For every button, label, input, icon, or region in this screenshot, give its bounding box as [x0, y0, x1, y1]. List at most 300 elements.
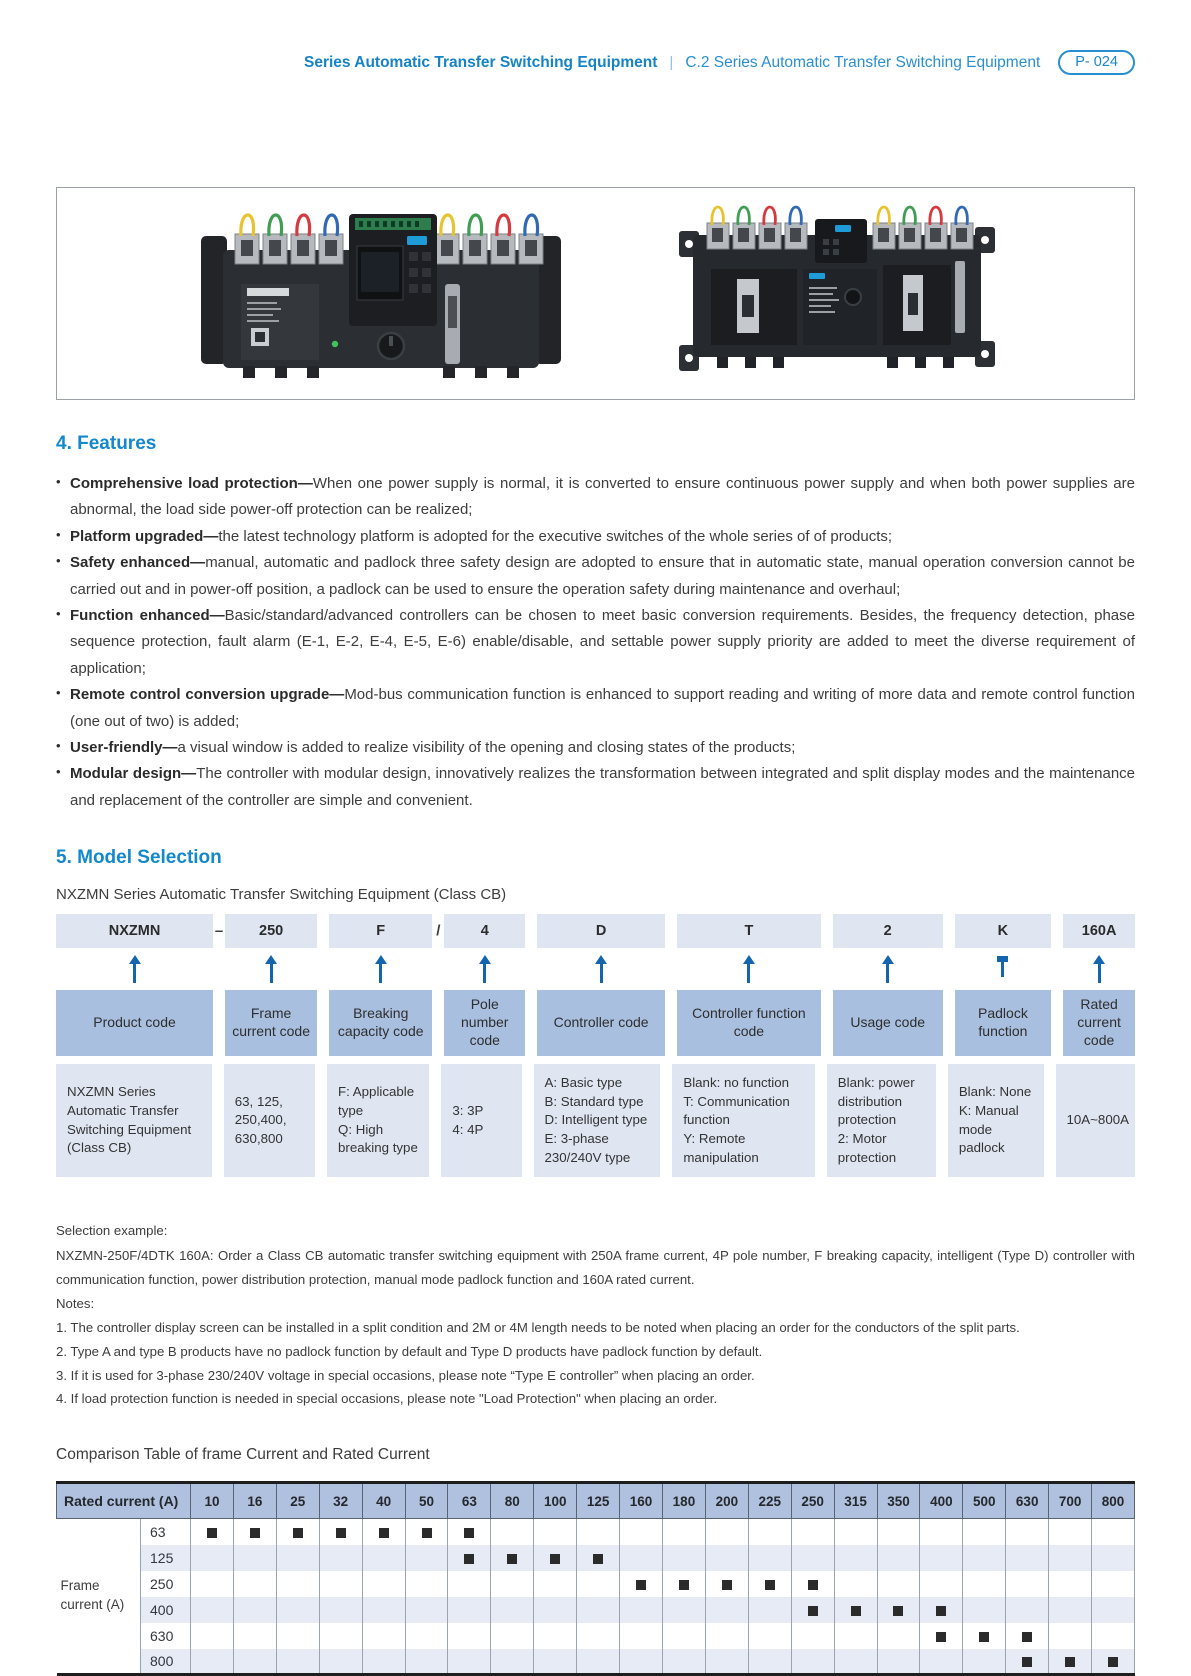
matrix-cell	[448, 1649, 491, 1675]
desc-line: E: 3-phase 230/240V type	[544, 1130, 631, 1165]
feature-text: manual, automatic and padlock three safety design are adopted to ensure that in automatic state, manual operation conversion cannot be carried out and in power-off position, a padlock can be used to ensure the operation safety during maintenance and overhaul;	[70, 554, 1135, 598]
matrix-cell	[620, 1545, 663, 1571]
matrix-cell	[362, 1571, 405, 1597]
label-box: Controller code	[537, 990, 665, 1056]
example-text: NXZMN-250F/4DTK 160A: Order a Class CB automatic transfer switching equipment with 250A frame current, 4P pole number, F breaking capacity, intelligent (Type D) controller with communication function, power distribution protection, manual mode padlock function and 160A rated current.	[56, 1247, 1135, 1287]
label-box: Rated current code	[1063, 990, 1135, 1056]
matrix-cell	[705, 1623, 748, 1649]
arrow-cell	[1063, 948, 1135, 990]
arrow-cell	[56, 948, 213, 990]
matrix-cell	[448, 1519, 491, 1545]
matrix-cell	[963, 1623, 1006, 1649]
desc-line: 250,400,	[234, 1112, 287, 1128]
column-header-cell: 350	[877, 1483, 920, 1519]
matrix-cell	[1049, 1545, 1092, 1571]
features-list	[56, 471, 1135, 814]
arrow-up-icon	[594, 953, 608, 985]
matrix-cell	[405, 1519, 448, 1545]
matrix-cell	[1006, 1571, 1049, 1597]
page-header	[56, 0, 1135, 75]
table-row	[57, 1649, 1135, 1675]
check-mark	[293, 1528, 303, 1538]
feature-lead: Safety enhanced—	[70, 554, 206, 572]
frame-group-label: Frame current (A)	[57, 1519, 141, 1675]
model-subtitle: NXZMN Series Automatic Transfer Switching Equipment (Class CB)	[56, 886, 507, 904]
check-mark	[722, 1580, 732, 1590]
matrix-cell	[963, 1519, 1006, 1545]
check-mark	[1108, 1657, 1118, 1667]
matrix-cell	[1049, 1519, 1092, 1545]
matrix-cell	[191, 1597, 234, 1623]
check-mark	[464, 1528, 474, 1538]
matrix-cell	[405, 1571, 448, 1597]
matrix-cell	[319, 1623, 362, 1649]
frame-value-cell: 63	[141, 1519, 191, 1545]
column-header-cell: 50	[405, 1483, 448, 1519]
desc-line: D: Intelligent type	[544, 1112, 648, 1128]
matrix-cell	[191, 1623, 234, 1649]
matrix-cell	[834, 1571, 877, 1597]
table-row	[57, 1623, 1135, 1649]
frame-value-cell: 250	[141, 1571, 191, 1597]
arrow-cell	[329, 948, 432, 990]
feature-item	[56, 471, 1135, 524]
matrix-cell	[877, 1571, 920, 1597]
code-box: K	[955, 914, 1052, 948]
column-header-cell: 32	[319, 1483, 362, 1519]
note-item: 4. If load protection function is needed in special occasions, please note "Load Protection" when placing an order.	[56, 1391, 718, 1407]
matrix-cell	[748, 1623, 791, 1649]
matrix-cell	[491, 1623, 534, 1649]
page-number-badge: P- 024	[1058, 50, 1135, 75]
column-header-cell: 40	[362, 1483, 405, 1519]
matrix-cell	[748, 1649, 791, 1675]
label-box: Product code	[56, 990, 213, 1056]
column-header-cell: 200	[705, 1483, 748, 1519]
matrix-cell	[276, 1649, 319, 1675]
arrow-cell	[955, 948, 1052, 990]
column-header-cell: 630	[1006, 1483, 1049, 1519]
desc-line: 10A~800A	[1066, 1112, 1129, 1128]
desc-box	[672, 1064, 814, 1177]
desc-line: F: Applicable type	[338, 1084, 415, 1118]
frame-value-cell: 800	[141, 1649, 191, 1675]
check-mark	[593, 1554, 603, 1564]
feature-text: Mod-bus communication function is enhanced to support reading and writing of more data and remote control function (one out of two) is added;	[70, 686, 1135, 730]
check-mark	[679, 1580, 689, 1590]
matrix-cell	[362, 1597, 405, 1623]
matrix-cell	[791, 1571, 834, 1597]
desc-box	[327, 1064, 429, 1177]
matrix-cell	[1092, 1597, 1135, 1623]
feature-lead: Modular design—	[70, 765, 197, 783]
desc-box	[56, 1064, 212, 1177]
feature-item	[56, 735, 1135, 761]
matrix-cell	[920, 1519, 963, 1545]
column-header-cell: 250	[791, 1483, 834, 1519]
matrix-cell	[577, 1649, 620, 1675]
check-mark	[464, 1554, 474, 1564]
model-code-row	[56, 914, 1135, 948]
matrix-cell	[877, 1519, 920, 1545]
feature-item	[56, 524, 1135, 550]
matrix-cell	[362, 1519, 405, 1545]
matrix-cell	[834, 1597, 877, 1623]
desc-box	[534, 1064, 661, 1177]
arrow-up-icon	[742, 953, 756, 985]
product-photo-left	[195, 196, 567, 392]
matrix-cell	[319, 1571, 362, 1597]
note-item: 1. The controller display screen can be installed in a split condition and 2M or 4M length needs to be noted when placing an order for the conductors of the split parts.	[56, 1320, 1020, 1336]
desc-line: A: Basic type	[544, 1075, 623, 1091]
check-mark	[336, 1528, 346, 1538]
desc-line: T: Communication function	[683, 1093, 790, 1128]
note-item: 3. If it is used for 3-phase 230/240V voltage in special occasions, please note “Type E controller” when placing an order.	[56, 1367, 755, 1383]
matrix-cell	[577, 1571, 620, 1597]
header-separator: |	[669, 54, 674, 71]
frame-value-cell: 400	[141, 1597, 191, 1623]
model-heading: 5. Model Selection	[56, 847, 222, 869]
matrix-cell	[1006, 1519, 1049, 1545]
check-mark	[936, 1606, 946, 1616]
matrix-cell	[748, 1545, 791, 1571]
matrix-cell	[748, 1571, 791, 1597]
matrix-cell	[534, 1597, 577, 1623]
code-box: 160A	[1063, 914, 1135, 948]
selection-example	[56, 1219, 1135, 1411]
matrix-cell	[233, 1519, 276, 1545]
check-mark	[207, 1528, 217, 1538]
code-box: 4	[444, 914, 525, 948]
desc-line: 630,800	[234, 1130, 283, 1146]
matrix-cell	[233, 1623, 276, 1649]
matrix-cell	[405, 1649, 448, 1675]
arrow-up-icon	[881, 953, 895, 985]
matrix-cell	[448, 1545, 491, 1571]
matrix-cell	[705, 1649, 748, 1675]
desc-line: Y: Remote manipulation	[683, 1130, 759, 1165]
model-label-row	[56, 990, 1135, 1056]
check-mark	[1022, 1657, 1032, 1667]
feature-lead: Function enhanced—	[70, 606, 225, 624]
matrix-cell	[491, 1649, 534, 1675]
feature-lead: Remote control conversion upgrade—	[70, 686, 345, 704]
code-box: 2	[833, 914, 943, 948]
matrix-cell	[534, 1519, 577, 1545]
desc-line: 4: 4P	[452, 1121, 484, 1137]
desc-line: Blank: None	[958, 1084, 1032, 1100]
matrix-cell	[276, 1597, 319, 1623]
matrix-cell	[491, 1519, 534, 1545]
desc-line: Blank: power distribution protection	[837, 1075, 915, 1128]
matrix-cell	[877, 1597, 920, 1623]
matrix-cell	[405, 1545, 448, 1571]
matrix-cell	[448, 1597, 491, 1623]
desc-line: 63, 125,	[234, 1093, 283, 1109]
matrix-cell	[534, 1571, 577, 1597]
table-header-row	[57, 1483, 1135, 1519]
desc-line: Blank: no function	[683, 1075, 790, 1091]
column-header-cell: 100	[534, 1483, 577, 1519]
table-row	[57, 1571, 1135, 1597]
column-header-cell: 315	[834, 1483, 877, 1519]
desc-box	[948, 1064, 1044, 1177]
matrix-cell	[748, 1519, 791, 1545]
matrix-cell	[662, 1623, 705, 1649]
matrix-cell	[834, 1545, 877, 1571]
label-box: Padlock function	[955, 990, 1052, 1056]
code-separator: –	[214, 922, 224, 940]
check-mark	[636, 1580, 646, 1590]
matrix-cell	[362, 1545, 405, 1571]
model-arrow-row	[56, 948, 1135, 990]
matrix-cell	[233, 1597, 276, 1623]
matrix-cell	[319, 1519, 362, 1545]
column-header-cell: 16	[233, 1483, 276, 1519]
matrix-cell	[834, 1623, 877, 1649]
matrix-cell	[1006, 1597, 1049, 1623]
matrix-cell	[834, 1649, 877, 1675]
column-header-cell: 63	[448, 1483, 491, 1519]
features-section	[56, 433, 1135, 814]
matrix-cell	[963, 1597, 1006, 1623]
matrix-cell	[620, 1649, 663, 1675]
label-box: Frame current code	[225, 990, 317, 1056]
arrow-cell	[225, 948, 317, 990]
matrix-cell	[963, 1649, 1006, 1675]
desc-line: NXZMN Series Automatic Transfer Switching Equipment (Class CB)	[67, 1084, 192, 1156]
check-mark	[979, 1632, 989, 1642]
check-mark	[808, 1606, 818, 1616]
code-box: T	[677, 914, 821, 948]
matrix-cell	[791, 1623, 834, 1649]
arrow-up-icon	[1092, 953, 1106, 985]
feature-text: The controller with modular design, innovatively realizes the transformation between integrated and split display modes and the maintenance and replacement of the controller are simple and convenient.	[70, 765, 1135, 809]
matrix-cell	[362, 1623, 405, 1649]
matrix-cell	[877, 1649, 920, 1675]
matrix-cell	[963, 1545, 1006, 1571]
check-mark	[422, 1528, 432, 1538]
matrix-cell	[405, 1597, 448, 1623]
arrow-cell	[537, 948, 665, 990]
matrix-cell	[877, 1623, 920, 1649]
desc-line: B: Standard type	[544, 1093, 644, 1109]
label-box: Controller function code	[677, 990, 821, 1056]
matrix-cell	[1049, 1571, 1092, 1597]
matrix-cell	[705, 1597, 748, 1623]
matrix-cell	[1006, 1649, 1049, 1675]
feature-item	[56, 603, 1135, 682]
matrix-cell	[1049, 1623, 1092, 1649]
matrix-cell	[705, 1571, 748, 1597]
code-box: 250	[225, 914, 317, 948]
feature-text: When one power supply is normal, it is converted to ensure continuous power supply and when both power supplies are abnormal, the load side power-off protection can be realized;	[70, 475, 1135, 519]
matrix-cell	[491, 1545, 534, 1571]
check-mark	[379, 1528, 389, 1538]
matrix-cell	[662, 1649, 705, 1675]
matrix-cell	[791, 1519, 834, 1545]
column-header-cell: 125	[577, 1483, 620, 1519]
check-mark	[1022, 1632, 1032, 1642]
arrow-cell	[444, 948, 525, 990]
matrix-cell	[920, 1623, 963, 1649]
matrix-cell	[662, 1597, 705, 1623]
check-mark	[507, 1554, 517, 1564]
column-header-cell: 80	[491, 1483, 534, 1519]
feature-item	[56, 682, 1135, 735]
example-label: Selection example:	[56, 1223, 168, 1239]
code-separator: /	[436, 922, 441, 940]
desc-box	[441, 1064, 521, 1177]
matrix-cell	[1092, 1545, 1135, 1571]
label-box: Pole number code	[444, 990, 525, 1056]
notes-list	[56, 1316, 1135, 1411]
table-row	[57, 1519, 1135, 1545]
matrix-cell	[276, 1571, 319, 1597]
matrix-cell	[1092, 1649, 1135, 1675]
column-header-cell: 180	[662, 1483, 705, 1519]
matrix-cell	[920, 1649, 963, 1675]
matrix-cell	[276, 1545, 319, 1571]
arrow-up-icon	[264, 953, 278, 985]
matrix-cell	[577, 1597, 620, 1623]
matrix-cell	[791, 1597, 834, 1623]
matrix-cell	[233, 1649, 276, 1675]
check-mark	[250, 1528, 260, 1538]
check-mark	[550, 1554, 560, 1564]
matrix-cell	[877, 1545, 920, 1571]
matrix-cell	[276, 1623, 319, 1649]
header-title-regular: C.2 Series Automatic Transfer Switching Equipment	[685, 53, 1041, 71]
label-box: Usage code	[833, 990, 943, 1056]
matrix-cell	[233, 1571, 276, 1597]
matrix-cell	[620, 1597, 663, 1623]
product-gallery	[56, 187, 1135, 400]
matrix-cell	[319, 1545, 362, 1571]
check-mark	[936, 1632, 946, 1642]
features-heading: 4. Features	[56, 433, 157, 454]
matrix-cell	[1049, 1649, 1092, 1675]
frame-value-cell: 125	[141, 1545, 191, 1571]
matrix-cell	[233, 1545, 276, 1571]
desc-line: K: Manual mode padlock	[958, 1102, 1019, 1156]
column-header-cell: 500	[963, 1483, 1006, 1519]
desc-box	[224, 1064, 315, 1177]
matrix-cell	[276, 1519, 319, 1545]
corner-header-cell: Rated current (A)	[57, 1483, 191, 1519]
matrix-cell	[1006, 1623, 1049, 1649]
matrix-cell	[534, 1623, 577, 1649]
note-item: 2. Type A and type B products have no padlock function by default and Type D products have padlock function by default.	[56, 1343, 763, 1359]
matrix-cell	[191, 1649, 234, 1675]
matrix-cell	[191, 1519, 234, 1545]
code-box: D	[537, 914, 665, 948]
matrix-cell	[620, 1519, 663, 1545]
matrix-cell	[534, 1545, 577, 1571]
matrix-cell	[963, 1571, 1006, 1597]
feature-lead: Platform upgraded—	[70, 527, 219, 545]
matrix-cell	[791, 1545, 834, 1571]
arrow-up-icon	[374, 953, 388, 985]
comparison-title: Comparison Table of frame Current and Rated Current	[56, 1446, 430, 1464]
matrix-cell	[834, 1519, 877, 1545]
column-header-cell: 160	[620, 1483, 663, 1519]
matrix-cell	[705, 1545, 748, 1571]
feature-item	[56, 550, 1135, 603]
matrix-cell	[405, 1623, 448, 1649]
matrix-cell	[748, 1597, 791, 1623]
tee-marker-icon	[996, 953, 1010, 985]
arrow-cell	[677, 948, 821, 990]
matrix-cell	[920, 1597, 963, 1623]
feature-item	[56, 761, 1135, 814]
column-header-cell: 10	[191, 1483, 234, 1519]
column-header-cell: 25	[276, 1483, 319, 1519]
check-mark	[808, 1580, 818, 1590]
column-header-cell: 225	[748, 1483, 791, 1519]
matrix-cell	[191, 1571, 234, 1597]
arrow-up-icon	[478, 953, 492, 985]
desc-line: 3: 3P	[452, 1102, 484, 1118]
comparison-table	[56, 1481, 1135, 1676]
notes-label: Notes:	[56, 1296, 95, 1312]
feature-text: a visual window is added to realize visibility of the opening and closing states of the products;	[177, 738, 796, 756]
label-box: Breaking capacity code	[329, 990, 432, 1056]
matrix-cell	[577, 1623, 620, 1649]
arrow-up-icon	[128, 953, 142, 985]
table-row	[57, 1545, 1135, 1571]
matrix-cell	[448, 1623, 491, 1649]
desc-box	[1056, 1064, 1135, 1177]
product-photo-right	[677, 205, 997, 383]
matrix-cell	[491, 1597, 534, 1623]
check-mark	[893, 1606, 903, 1616]
matrix-cell	[491, 1571, 534, 1597]
matrix-cell	[448, 1571, 491, 1597]
desc-line: Q: High breaking type	[338, 1121, 418, 1156]
matrix-cell	[920, 1571, 963, 1597]
matrix-cell	[319, 1597, 362, 1623]
matrix-cell	[1092, 1519, 1135, 1545]
feature-lead: Comprehensive load protection—	[70, 475, 313, 492]
model-section	[56, 847, 1135, 1411]
column-header-cell: 400	[920, 1483, 963, 1519]
matrix-cell	[362, 1649, 405, 1675]
matrix-cell	[620, 1571, 663, 1597]
code-box: F /	[329, 914, 432, 948]
frame-value-cell: 630	[141, 1623, 191, 1649]
matrix-cell	[534, 1649, 577, 1675]
matrix-cell	[1049, 1597, 1092, 1623]
matrix-cell	[791, 1649, 834, 1675]
check-mark	[1065, 1657, 1075, 1667]
matrix-cell	[662, 1545, 705, 1571]
check-mark	[851, 1606, 861, 1616]
matrix-cell	[577, 1519, 620, 1545]
matrix-cell	[191, 1545, 234, 1571]
matrix-cell	[705, 1519, 748, 1545]
matrix-cell	[1092, 1623, 1135, 1649]
matrix-cell	[1092, 1571, 1135, 1597]
header-title-bold: Series Automatic Transfer Switching Equipment	[303, 53, 658, 71]
code-box: NXZMN –	[56, 914, 213, 948]
feature-text: Basic/standard/advanced controllers can be chosen to meet basic conversion requirements. Besides, the frequency detection, phase sequence protection, fault alarm (E-1, E-2, E-4, E-5, E-6) enable/disable, and settable power supply priority are added to meet the diverse requirement of application;	[70, 606, 1135, 677]
desc-line: 2: Motor protection	[837, 1130, 897, 1165]
matrix-cell	[662, 1519, 705, 1545]
arrow-cell	[833, 948, 943, 990]
feature-lead: User-friendly—	[70, 738, 178, 756]
matrix-cell	[1006, 1545, 1049, 1571]
